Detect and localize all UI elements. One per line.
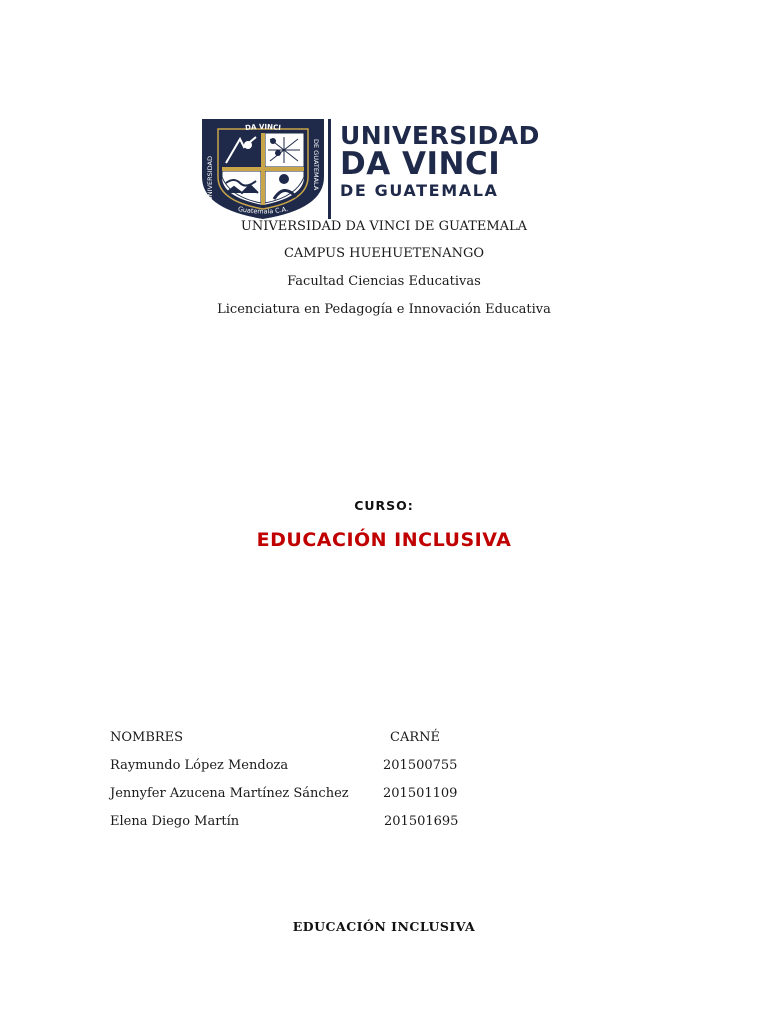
logo-divider	[328, 119, 331, 219]
document-title: EDUCACIÓN INCLUSIVA	[292, 919, 476, 934]
carne-header: CARNÉ	[390, 730, 440, 745]
student-name: Raymundo López Mendoza	[110, 758, 289, 773]
shield-text-top: DA VINCI	[244, 122, 282, 133]
shield-text-right: DE GUATEMALA	[312, 139, 320, 191]
degree-name: Licenciatura en Pedagogía e Innovación Educativa	[217, 302, 551, 317]
university-shield-icon	[200, 117, 326, 221]
campus-name: CAMPUS HUEHUETENANGO	[283, 246, 485, 261]
university-logo	[200, 117, 540, 223]
students-header-row	[110, 730, 510, 758]
svg-text:DA VINCI	[245, 123, 282, 132]
student-name: Elena Diego Martín	[110, 814, 240, 829]
logo-line-3: DE GUATEMALA	[340, 181, 499, 200]
student-carne: 201501695	[384, 814, 459, 829]
university-name: UNIVERSIDAD DA VINCI DE GUATEMALA	[240, 219, 528, 234]
faculty-name: Facultad Ciencias Educativas	[287, 274, 481, 289]
shield-text-bottom: Guatemala C.A.	[237, 204, 289, 216]
course-title: EDUCACIÓN INCLUSIVA	[256, 529, 512, 551]
names-header: NOMBRES	[110, 730, 184, 745]
table-row	[110, 786, 510, 814]
logo-wordmark	[340, 123, 540, 199]
course-label: CURSO:	[354, 498, 414, 513]
table-row	[110, 814, 510, 842]
student-carne: 201501109	[383, 786, 458, 801]
shield-text-left: UNIVERSIDAD	[206, 156, 214, 201]
logo-line-1: UNIVERSIDAD	[340, 121, 540, 150]
student-name: Jennyfer Azucena Martínez Sánchez	[110, 786, 349, 801]
students-table	[110, 730, 510, 842]
student-carne: 201500755	[383, 758, 458, 773]
table-row	[110, 758, 510, 786]
logo-line-2: DA VINCI	[340, 146, 501, 182]
